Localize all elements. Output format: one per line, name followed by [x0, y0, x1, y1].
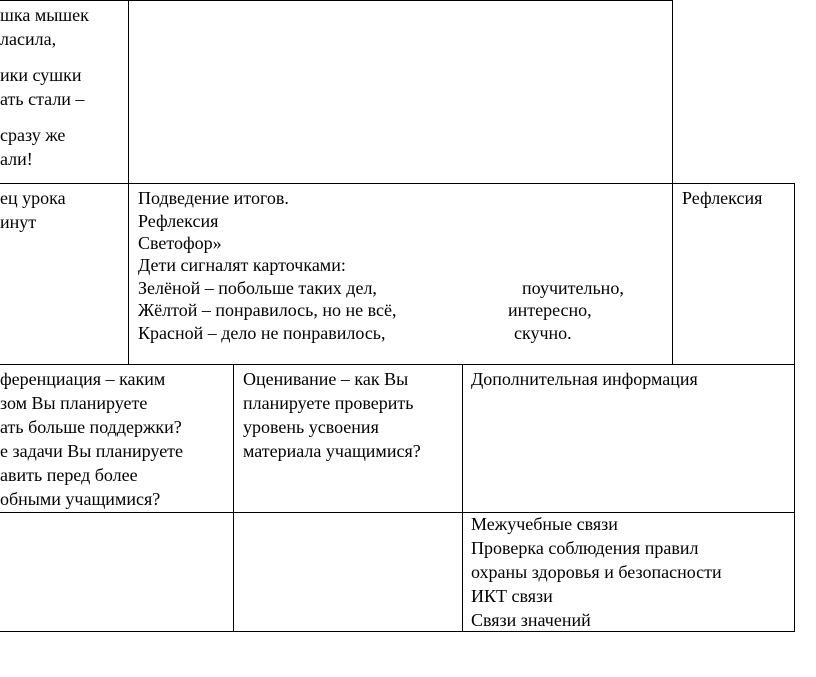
additional-info-header: Дополнительная информация [471, 369, 698, 389]
poem-line: шка мышек [0, 5, 89, 25]
additional-info-cell [471, 512, 722, 632]
assessment-line: планируете проверить [243, 393, 414, 413]
assessment-header [243, 367, 421, 463]
card-green-word: поучительно, [522, 278, 624, 298]
card-yellow-word: интересно, [508, 300, 592, 320]
poem-line: али! [0, 149, 33, 169]
poem-line: ласила, [0, 29, 57, 49]
border-col2-lower [462, 364, 463, 632]
assessment-line: уровень усвоения [243, 417, 379, 437]
additional-line: Межучебные связи [471, 514, 618, 534]
border-right-summary [794, 183, 795, 365]
poem-line: ики сушки [0, 65, 82, 85]
differentiation-line: ать больше поддержки? [0, 417, 182, 437]
border-col2-upper [672, 0, 673, 365]
additional-line: охраны здоровья и безопасности [471, 562, 722, 582]
additional-line: Связи значений [471, 610, 591, 630]
differentiation-line: зом Вы планируете [0, 393, 148, 413]
border-right-lower [794, 364, 795, 632]
summary-lines [138, 210, 346, 276]
border-col1-lower [233, 364, 234, 632]
summary-line: Светофор» [138, 233, 222, 253]
differentiation-line: обными учащимися? [0, 489, 161, 509]
additional-line: Проверка соблюдения правил [471, 538, 699, 558]
differentiation-line: е задачи Вы планируете [0, 441, 184, 461]
poem-cell [0, 3, 89, 171]
differentiation-line: ференциация – каким [0, 369, 166, 389]
differentiation-header [0, 367, 183, 511]
card-red-word: скучно. [514, 323, 572, 343]
border-top [0, 0, 672, 1]
card-green-text: Зелёной – побольше таких дел, [138, 278, 377, 298]
card-yellow-text: Жёлтой – понравилось, но не всё, [138, 300, 397, 320]
card-red-text: Красной – дело не понравилось, [138, 323, 386, 343]
summary-line: Рефлексия [138, 211, 219, 231]
additional-line: ИКТ связи [471, 586, 553, 606]
border-summary-row-bottom [0, 364, 795, 365]
poem-line: сразу же [0, 125, 66, 145]
poem-line: ать стали – [0, 89, 85, 109]
differentiation-line: авить перед более [0, 465, 138, 485]
reflection-label: Рефлексия [682, 188, 763, 208]
assessment-line: материала учащимися? [243, 441, 421, 461]
lesson-end-cell [0, 186, 66, 234]
lesson-end-line: ец урока [0, 188, 66, 208]
summary-line: Дети сигналят карточками: [138, 255, 346, 275]
border-col1-upper [128, 0, 129, 365]
lesson-end-line: инут [0, 212, 37, 232]
border-top-row-bottom [0, 183, 795, 184]
summary-title: Подведение итогов. [138, 188, 289, 208]
assessment-line: Оценивание – как Вы [243, 369, 409, 389]
